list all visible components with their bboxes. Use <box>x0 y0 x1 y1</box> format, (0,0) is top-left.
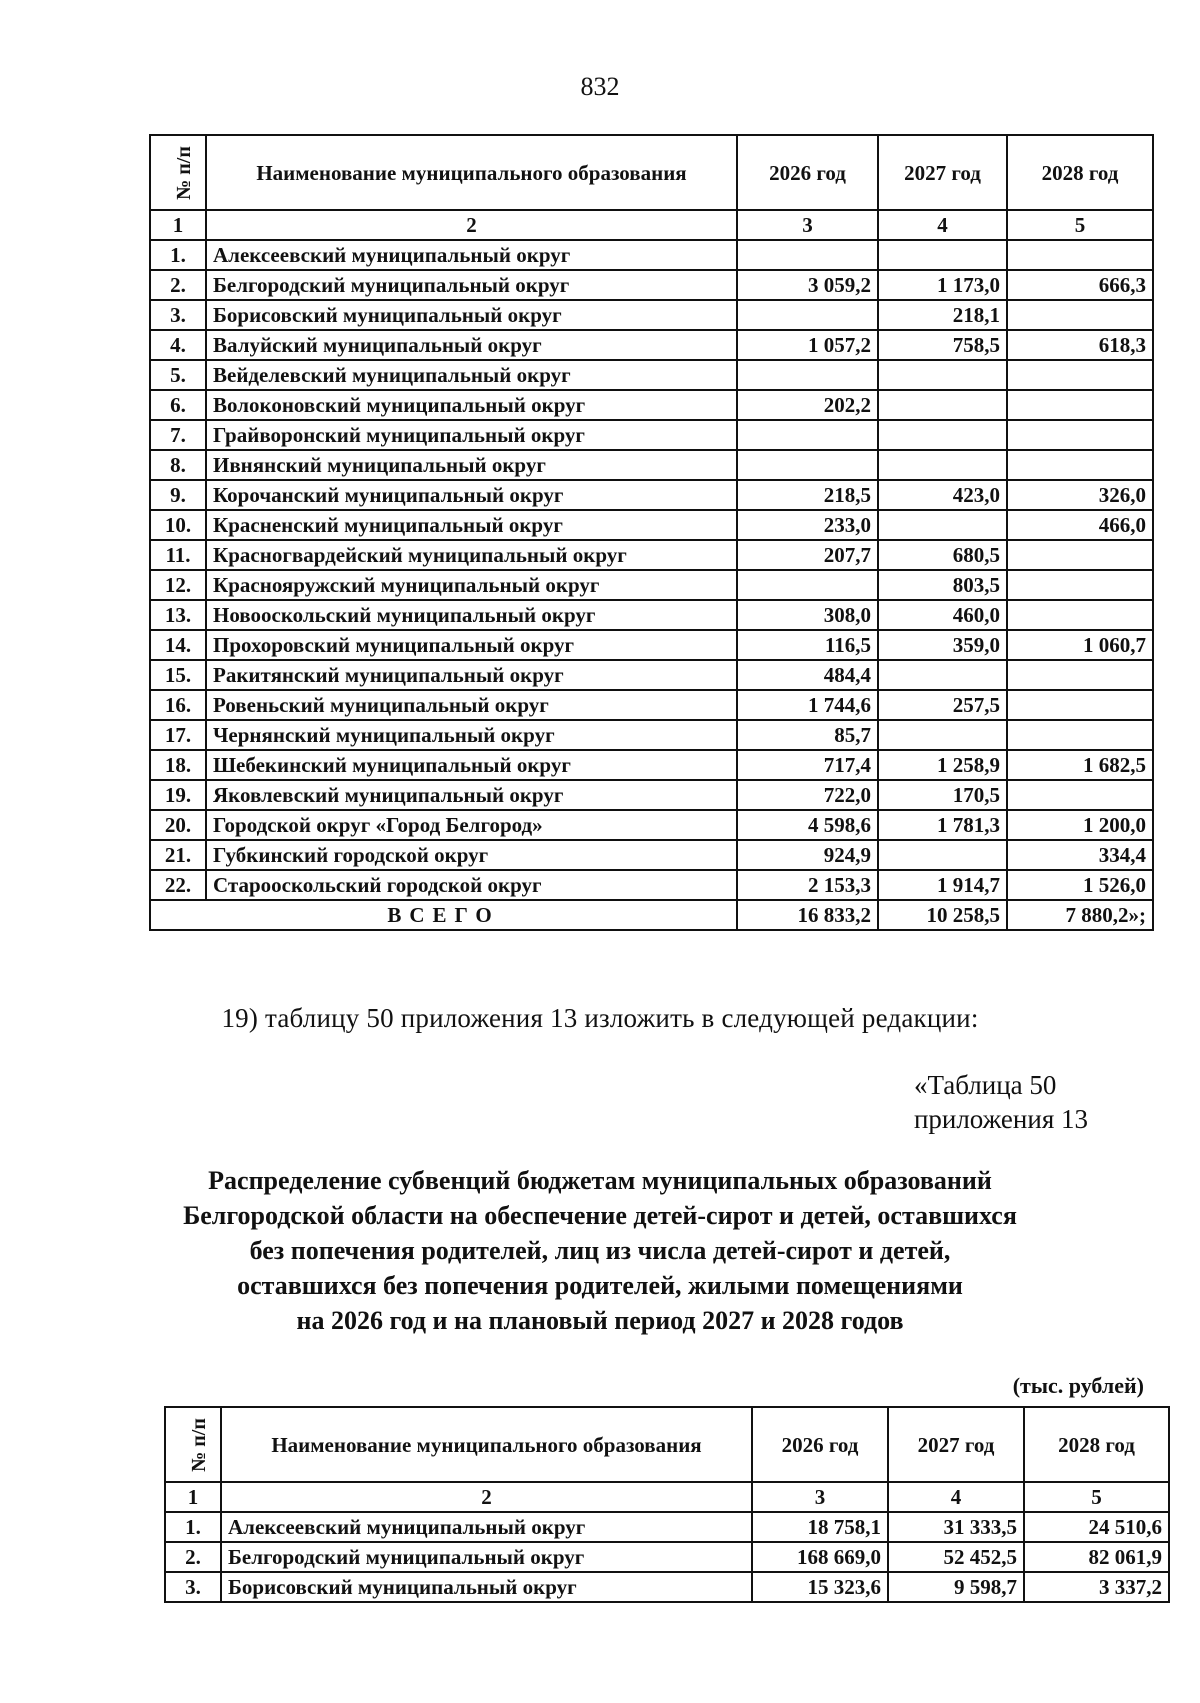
value-2027: 1 781,3 <box>878 810 1007 840</box>
value-2028 <box>1007 240 1153 270</box>
municipality-name: Губкинский городской округ <box>206 840 737 870</box>
row-number: 3. <box>165 1572 221 1602</box>
value-2026: 484,4 <box>737 660 878 690</box>
value-2026: 168 669,0 <box>752 1542 888 1572</box>
municipality-name: Старооскольский городской округ <box>206 870 737 900</box>
column-number: 5 <box>1007 210 1153 240</box>
municipality-name: Новооскольский муниципальный округ <box>206 600 737 630</box>
municipality-name: Алексеевский муниципальный округ <box>206 240 737 270</box>
municipality-name: Ивнянский муниципальный округ <box>206 450 737 480</box>
row-number: 12. <box>150 570 206 600</box>
value-2026: 18 758,1 <box>752 1512 888 1542</box>
municipality-name: Краснояружский муниципальный округ <box>206 570 737 600</box>
amendment-instruction: 19) таблицу 50 приложения 13 изложить в следующей редакции: <box>221 1003 979 1033</box>
total-2028: 7 880,2»; <box>1007 900 1153 930</box>
table-row <box>150 810 1153 840</box>
row-number: 22. <box>150 870 206 900</box>
value-2026 <box>737 570 878 600</box>
row-number: 15. <box>150 660 206 690</box>
value-2028: 666,3 <box>1007 270 1153 300</box>
value-2028 <box>1007 450 1153 480</box>
value-2028: 1 526,0 <box>1007 870 1153 900</box>
row-number: 7. <box>150 420 206 450</box>
column-number-row <box>165 1482 1169 1512</box>
value-2026: 4 598,6 <box>737 810 878 840</box>
table-row <box>150 600 1153 630</box>
row-number: 4. <box>150 330 206 360</box>
table-caption-line2: приложения 13 <box>913 1104 1088 1134</box>
table-row <box>150 780 1153 810</box>
municipality-name: Шебекинский муниципальный округ <box>206 750 737 780</box>
row-number: 11. <box>150 540 206 570</box>
table-title-line: без попечения родителей, лиц из числа детей-сирот и детей, <box>249 1236 951 1265</box>
value-2028: 82 061,9 <box>1024 1542 1169 1572</box>
value-2026: 15 323,6 <box>752 1572 888 1602</box>
municipality-name: Борисовский муниципальный округ <box>221 1572 752 1602</box>
value-2027 <box>878 420 1007 450</box>
column-number: 2 <box>206 210 737 240</box>
value-2028 <box>1007 660 1153 690</box>
value-2028 <box>1007 720 1153 750</box>
row-number: 20. <box>150 810 206 840</box>
row-number: 8. <box>150 450 206 480</box>
municipality-name: Волоконовский муниципальный округ <box>206 390 737 420</box>
row-number: 10. <box>150 510 206 540</box>
column-number: 3 <box>737 210 878 240</box>
municipality-name: Борисовский муниципальный округ <box>206 300 737 330</box>
value-2027: 460,0 <box>878 600 1007 630</box>
table-row <box>150 570 1153 600</box>
header-2027: 2027 год <box>878 135 1007 210</box>
table-row <box>150 480 1153 510</box>
header-num-label: № п/п <box>172 146 195 200</box>
value-2028: 3 337,2 <box>1024 1572 1169 1602</box>
column-number-row <box>150 210 1153 240</box>
value-2027 <box>878 450 1007 480</box>
municipality-name: Алексеевский муниципальный округ <box>221 1512 752 1542</box>
value-2026 <box>737 240 878 270</box>
value-2028: 618,3 <box>1007 330 1153 360</box>
value-2028 <box>1007 300 1153 330</box>
value-2026: 1 744,6 <box>737 690 878 720</box>
row-number: 18. <box>150 750 206 780</box>
header-row <box>150 135 1153 210</box>
row-number: 2. <box>165 1542 221 1572</box>
header-name: Наименование муниципального образования <box>206 135 737 210</box>
table-row <box>165 1572 1169 1602</box>
column-number: 5 <box>1024 1482 1169 1512</box>
municipality-name: Красногвардейский муниципальный округ <box>206 540 737 570</box>
value-2028: 466,0 <box>1007 510 1153 540</box>
value-2027 <box>878 510 1007 540</box>
row-number: 9. <box>150 480 206 510</box>
table-caption <box>914 1068 1088 1136</box>
value-2028 <box>1007 390 1153 420</box>
table-caption-line1: «Таблица 50 <box>913 1070 1057 1100</box>
municipality-name: Белгородский муниципальный округ <box>206 270 737 300</box>
value-2028 <box>1007 600 1153 630</box>
table-row <box>150 690 1153 720</box>
municipality-name: Ракитянский муниципальный округ <box>206 660 737 690</box>
value-2028: 334,4 <box>1007 840 1153 870</box>
header-2026: 2026 год <box>752 1407 888 1482</box>
table-row <box>150 390 1153 420</box>
value-2027 <box>878 240 1007 270</box>
total-2027: 10 258,5 <box>878 900 1007 930</box>
municipality-name: Белгородский муниципальный округ <box>221 1542 752 1572</box>
table-title-line: Распределение субвенций бюджетам муниципальных образований <box>208 1166 992 1195</box>
value-2027: 218,1 <box>878 300 1007 330</box>
table-row <box>150 630 1153 660</box>
table-row <box>165 1512 1169 1542</box>
table-title <box>0 1163 1200 1338</box>
value-2027: 1 258,9 <box>878 750 1007 780</box>
value-2026 <box>737 300 878 330</box>
value-2028: 1 200,0 <box>1007 810 1153 840</box>
municipality-name: Прохоровский муниципальный округ <box>206 630 737 660</box>
table-row <box>150 750 1153 780</box>
header-2028: 2028 год <box>1007 135 1153 210</box>
municipality-name: Яковлевский муниципальный округ <box>206 780 737 810</box>
value-2026: 207,7 <box>737 540 878 570</box>
row-number: 2. <box>150 270 206 300</box>
table-row <box>150 720 1153 750</box>
column-number: 3 <box>752 1482 888 1512</box>
value-2026: 233,0 <box>737 510 878 540</box>
municipality-name: Валуйский муниципальный округ <box>206 330 737 360</box>
table-row <box>150 420 1153 450</box>
value-2026: 218,5 <box>737 480 878 510</box>
row-number: 5. <box>150 360 206 390</box>
value-2027: 1 173,0 <box>878 270 1007 300</box>
value-2027: 257,5 <box>878 690 1007 720</box>
value-2027: 758,5 <box>878 330 1007 360</box>
value-2027: 1 914,7 <box>878 870 1007 900</box>
value-2026: 1 057,2 <box>737 330 878 360</box>
value-2027: 680,5 <box>878 540 1007 570</box>
value-2028 <box>1007 420 1153 450</box>
table-row <box>150 840 1153 870</box>
column-number: 2 <box>221 1482 752 1512</box>
row-number: 6. <box>150 390 206 420</box>
value-2027: 423,0 <box>878 480 1007 510</box>
row-number: 14. <box>150 630 206 660</box>
row-number: 17. <box>150 720 206 750</box>
value-2027: 803,5 <box>878 570 1007 600</box>
value-2026: 202,2 <box>737 390 878 420</box>
table-title-line: на 2026 год и на плановый период 2027 и 2028 годов <box>296 1306 904 1335</box>
column-number: 1 <box>165 1482 221 1512</box>
value-2028 <box>1007 570 1153 600</box>
total-label: ВСЕГО <box>150 900 737 930</box>
column-number: 1 <box>150 210 206 240</box>
value-2026: 2 153,3 <box>737 870 878 900</box>
row-number: 21. <box>150 840 206 870</box>
page-number: 832 <box>580 72 620 101</box>
header-name: Наименование муниципального образования <box>221 1407 752 1482</box>
header-2026: 2026 год <box>737 135 878 210</box>
row-number: 13. <box>150 600 206 630</box>
table-row <box>150 660 1153 690</box>
value-2028 <box>1007 690 1153 720</box>
value-2026: 308,0 <box>737 600 878 630</box>
table-row <box>150 510 1153 540</box>
table-row <box>165 1542 1169 1572</box>
value-2028 <box>1007 540 1153 570</box>
municipality-name: Чернянский муниципальный округ <box>206 720 737 750</box>
row-number: 16. <box>150 690 206 720</box>
value-2026: 3 059,2 <box>737 270 878 300</box>
value-2027: 31 333,5 <box>888 1512 1024 1542</box>
header-2028: 2028 год <box>1024 1407 1169 1482</box>
header-num-label: № п/п <box>187 1418 210 1472</box>
value-2027: 359,0 <box>878 630 1007 660</box>
row-number: 19. <box>150 780 206 810</box>
table-row <box>150 360 1153 390</box>
value-2027: 170,5 <box>878 780 1007 810</box>
subvention-table-50 <box>164 1406 1170 1603</box>
header-num <box>150 135 206 210</box>
column-number: 4 <box>888 1482 1024 1512</box>
table-title-line: оставшихся без попечения родителей, жилыми помещениями <box>237 1271 963 1300</box>
table-row <box>150 450 1153 480</box>
municipality-name: Красненский муниципальный округ <box>206 510 737 540</box>
table-row <box>150 540 1153 570</box>
value-2026: 722,0 <box>737 780 878 810</box>
value-2028: 326,0 <box>1007 480 1153 510</box>
header-2027: 2027 год <box>888 1407 1024 1482</box>
subvention-table-previous <box>149 134 1154 931</box>
value-2026 <box>737 420 878 450</box>
table-row <box>150 870 1153 900</box>
value-2026 <box>737 450 878 480</box>
value-2028: 1 682,5 <box>1007 750 1153 780</box>
value-2026: 85,7 <box>737 720 878 750</box>
row-number: 1. <box>165 1512 221 1542</box>
value-2028: 1 060,7 <box>1007 630 1153 660</box>
value-2027: 9 598,7 <box>888 1572 1024 1602</box>
value-2026 <box>737 360 878 390</box>
units-label: (тыс. рублей) <box>1012 1373 1144 1398</box>
total-2026: 16 833,2 <box>737 900 878 930</box>
value-2026: 717,4 <box>737 750 878 780</box>
table-title-line: Белгородской области на обеспечение детей-сирот и детей, оставшихся <box>183 1201 1017 1230</box>
value-2027 <box>878 840 1007 870</box>
table-row <box>150 270 1153 300</box>
value-2026: 924,9 <box>737 840 878 870</box>
value-2027 <box>878 360 1007 390</box>
header-row <box>165 1407 1169 1482</box>
table-row <box>150 240 1153 270</box>
column-number: 4 <box>878 210 1007 240</box>
value-2028 <box>1007 780 1153 810</box>
municipality-name: Вейделевский муниципальный округ <box>206 360 737 390</box>
header-num <box>165 1407 221 1482</box>
total-row <box>150 900 1153 930</box>
value-2027 <box>878 390 1007 420</box>
municipality-name: Городской округ «Город Белгород» <box>206 810 737 840</box>
value-2028 <box>1007 360 1153 390</box>
municipality-name: Ровеньский муниципальный округ <box>206 690 737 720</box>
table-row <box>150 300 1153 330</box>
value-2028: 24 510,6 <box>1024 1512 1169 1542</box>
municipality-name: Грайворонский муниципальный округ <box>206 420 737 450</box>
table-row <box>150 330 1153 360</box>
row-number: 1. <box>150 240 206 270</box>
row-number: 3. <box>150 300 206 330</box>
value-2026: 116,5 <box>737 630 878 660</box>
value-2027 <box>878 660 1007 690</box>
value-2027 <box>878 720 1007 750</box>
municipality-name: Корочанский муниципальный округ <box>206 480 737 510</box>
value-2027: 52 452,5 <box>888 1542 1024 1572</box>
